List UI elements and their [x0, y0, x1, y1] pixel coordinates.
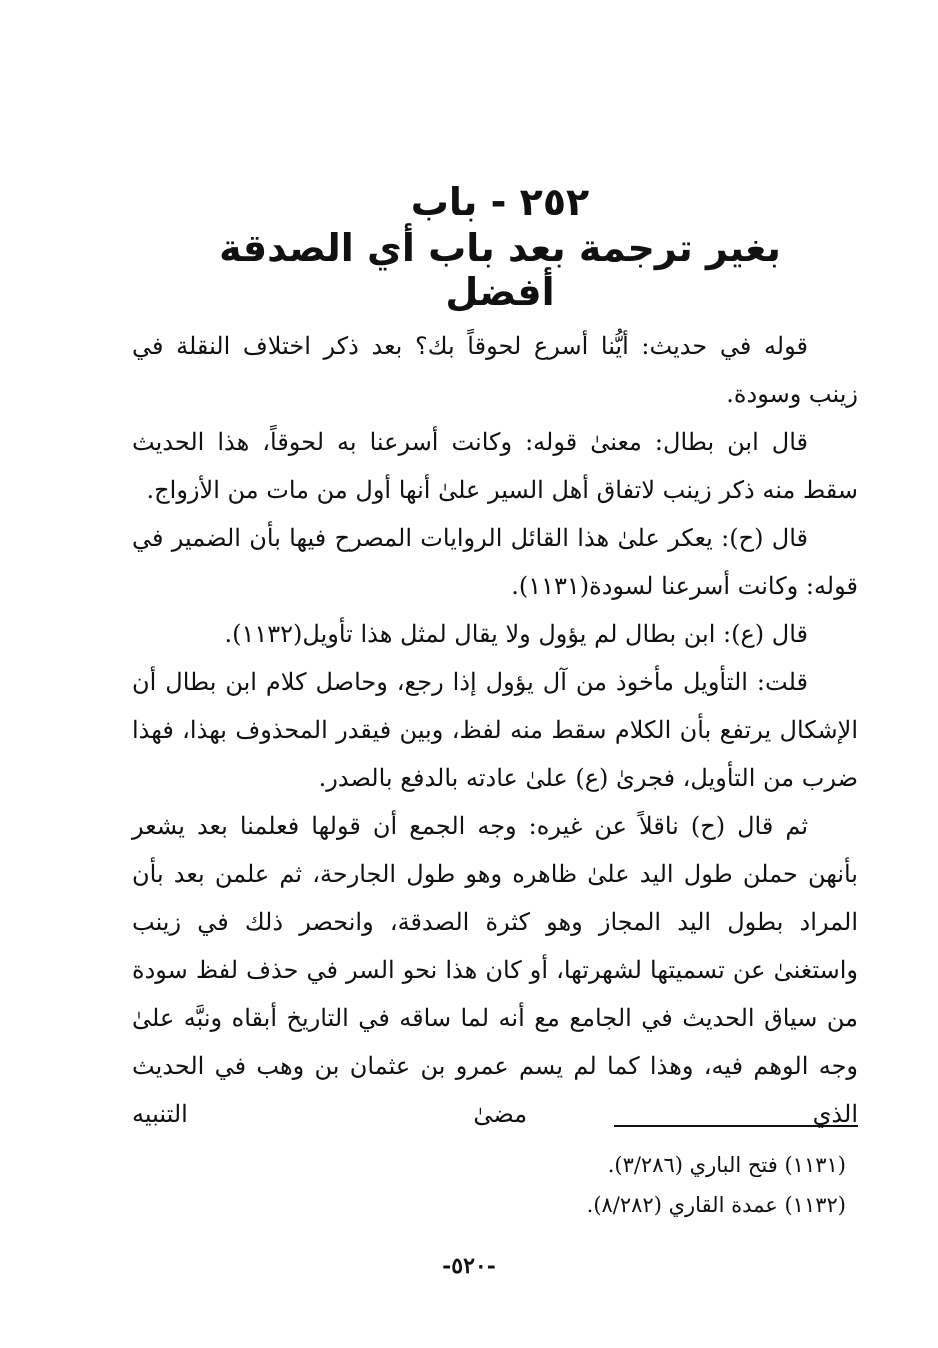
paragraph: ثم قال (ح) ناقلاً عن غيره: وجه الجمع أن قولها فعلمنا بعد يشعر بأنهن حملن طول اليد علىٰ ظاهره وهو طول الجارحة، ثم علمن بعد بأن المراد بطول اليد المجاز وهو كثرة الصدقة، وانحصر ذلك في زينب واستغنىٰ عن تسميتها لشهرتها، أو كان هذا نحو السر في حذف لفظ سودة من سياق الحديث في الجامع مع أنه لما ساقه في التاريخ أبقاه ونبَّه علىٰ وجه الوهم فيه، وهذا كما لم يسم عمرو بن عثمان بن وهب في الحديث الذي مضىٰ التنبيه: [132, 812, 858, 1128]
paragraph: قلت: التأويل مأخوذ من آل يؤول إذا رجع، وحاصل كلام ابن بطال أن الإشكال يرتفع بأن الكلام سقط منه لفظ، وبين فيقدر المحذوف بهذا، فهذا ضرب من التأويل، فجرىٰ (ع) علىٰ عادته بالدفع بالصدر.: [132, 668, 859, 792]
footnotes: [300, 1145, 846, 1225]
footnote: (١١٣٢) عمدة القاري (٨/٢٨٢).: [586, 1193, 846, 1217]
body-text: [132, 322, 858, 1138]
paragraph: قال (ح): يعكر علىٰ هذا القائل الروايات المصرح فيها بأن الضمير في قوله: وكانت أسرعنا لسودة(١١٣١).: [132, 524, 858, 600]
page-number: -٥٢٠-: [442, 1253, 496, 1279]
paragraph: قوله في حديث: أيُّنا أسرع لحوقاً بك؟ بعد ذكر اختلاف النقلة في زينب وسودة.: [132, 332, 858, 408]
footnote: (١١٣١) فتح الباري (٣/٢٨٦).: [607, 1153, 846, 1177]
paragraph: قال (ع): ابن بطال لم يؤول ولا يقال لمثل هذا تأويل(١١٣٢).: [224, 620, 808, 648]
paragraph: قال ابن بطال: معنىٰ قوله: وكانت أسرعنا به لحوقاً، هذا الحديث سقط منه ذكر زينب لاتفاق أهل السير علىٰ أنها أول من مات من الأزواج.: [132, 428, 858, 504]
chapter-number: ٢٥٢ - باب: [410, 180, 590, 224]
footnote-divider: [614, 1125, 858, 1127]
chapter-title: بغير ترجمة بعد باب أي الصدقة أفضل: [219, 226, 781, 314]
